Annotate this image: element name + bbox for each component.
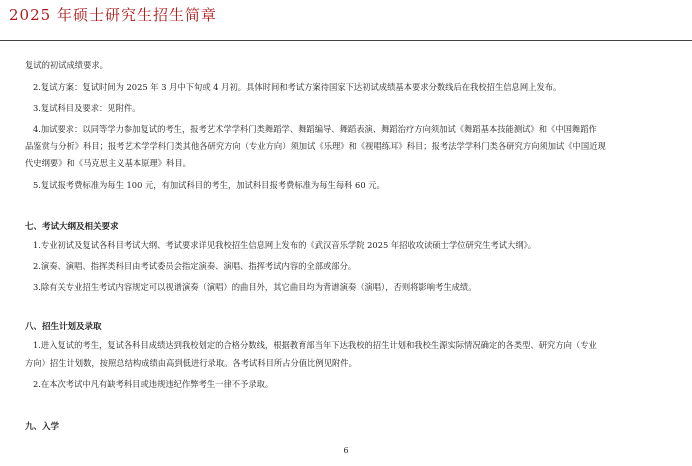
paragraph-line: 1.专业初试及复试各科目考试大纲、考试要求详见我校招生信息网上发布的《武汉音乐学院 2025 年招收攻读硕士学位研究生考试大纲》。 <box>33 240 537 250</box>
paragraph-line: 1.进入复试的考生，复试各科目成绩达到我校划定的合格分数线，根据教育部当年下达我校的招生计划和我校生源实际情况确定的各类型、研究方向（专业 <box>33 340 597 350</box>
section-heading: 九、入学 <box>25 422 60 432</box>
paragraph-line: 2.演奏、演唱、指挥类科目由考试委员会指定演奏、演唱、指挥考试内容的全部或部分。 <box>33 261 357 271</box>
page-number: 6 <box>343 446 349 455</box>
paragraph-line: 2.在本次考试中凡有缺考科目或违规违纪作弊考生一律不予录取。 <box>33 379 274 389</box>
paragraph-line: 复试的初试成绩要求。 <box>25 60 108 70</box>
header-divider <box>0 40 692 41</box>
paragraph-line: 2.复试方案：复试时间为 2025 年 3 月中下旬或 4 月初。具体时间和考试方案待国家下达初试成绩基本要求分数线后在我校招生信息网上发布。 <box>33 82 562 92</box>
paragraph-line: 4.加试要求：以同等学力参加复试的考生，报考艺术学学科门类舞蹈学、舞蹈编导、舞蹈表演、舞蹈治疗方向须加试《舞蹈基本技能测试》和《中国舞蹈作 <box>33 124 597 134</box>
paragraph-line: 3.复试科目及要求：见附件。 <box>33 103 141 113</box>
paragraph-line: 5.复试报考费标准为每生 100 元，有加试科目的考生，加试科目报考费标准为每生每科 60 元。 <box>33 180 385 190</box>
page-header-title: 2025 年硕士研究生招生简章 <box>9 6 217 24</box>
paragraph-line: 方向）招生计划数，按照总结构成绩由高到低进行录取。各考试科目所占分值比例见附件。 <box>25 358 357 368</box>
paragraph-line: 品鉴赏与分析》科目；报考艺术学学科门类其他各研究方向（专业方向）须加试《乐理》和《视唱练耳》科目；报考法学学科门类各研究方向须加试《中国近现 <box>25 141 606 151</box>
section-heading: 七、考试大纲及相关要求 <box>25 222 119 232</box>
paragraph-line: 3.除有关专业招生考试内容规定可以视谱演奏（演唱）的曲目外，其它曲目均为背谱演奏（演唱），否则将影响考生成绩。 <box>33 282 477 292</box>
section-heading: 八、招生计划及录取 <box>25 322 102 332</box>
paragraph-line: 代史纲要》和《马克思主义基本原理》科目。 <box>25 158 191 168</box>
